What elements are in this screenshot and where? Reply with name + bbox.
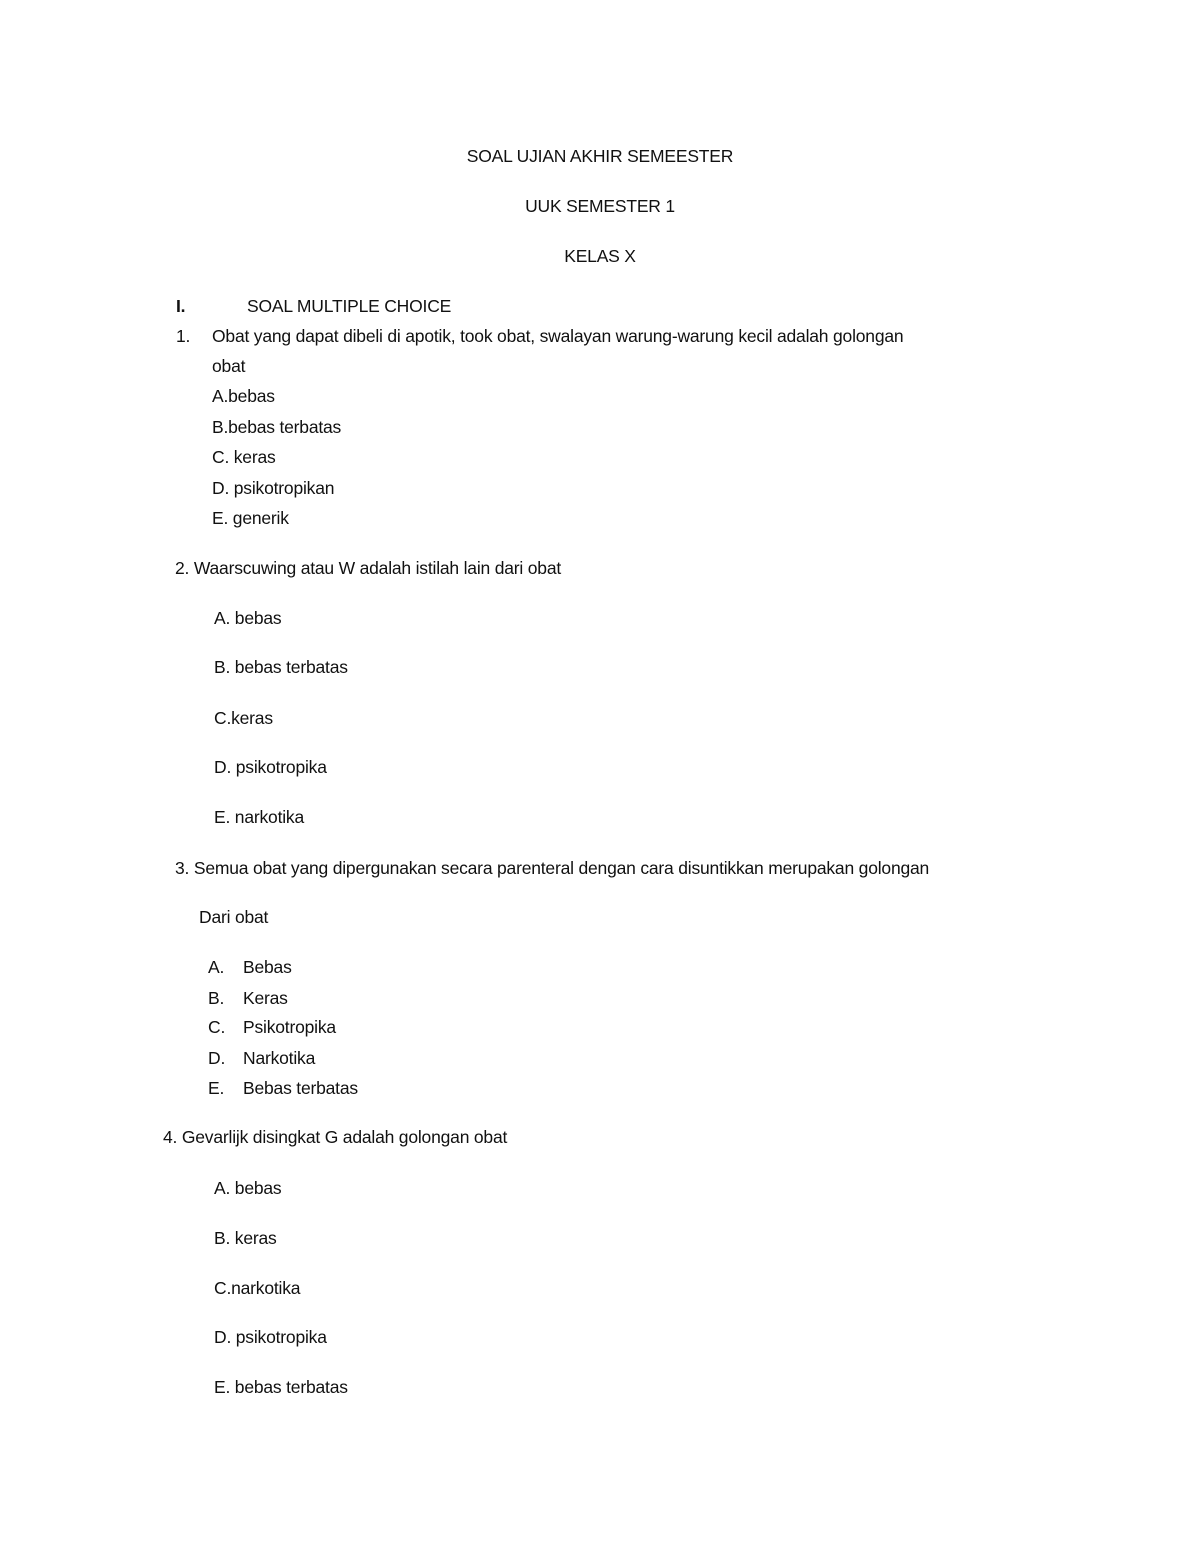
option-e-label: Bebas terbatas xyxy=(243,1078,358,1098)
option-c: C.keras xyxy=(214,708,273,728)
option-b-letter: B. xyxy=(208,988,225,1008)
document-title: SOAL UJIAN AKHIR SEMEESTER xyxy=(466,146,734,166)
option-b: B. bebas terbatas xyxy=(214,657,348,677)
question-text: 2. Waarscuwing atau W adalah istilah lain dari obat xyxy=(175,558,562,578)
document-class: KELAS X xyxy=(564,246,636,266)
section-number: I. xyxy=(176,296,186,316)
option-c-letter: C. xyxy=(208,1017,226,1037)
option-d: D. psikotropikan xyxy=(212,478,335,498)
option-e: E. generik xyxy=(212,508,289,528)
option-a: A.bebas xyxy=(212,386,275,406)
question-text: Obat yang dapat dibeli di apotik, took obat, swalayan warung-warung kecil adalah golongan xyxy=(212,326,904,346)
question-number: 1. xyxy=(176,326,191,346)
option-c-label: Psikotropika xyxy=(243,1017,336,1037)
section-title: SOAL MULTIPLE CHOICE xyxy=(247,296,452,316)
question-text-continued: obat xyxy=(212,356,246,376)
option-a-label: Bebas xyxy=(243,957,292,977)
question-text: 3. Semua obat yang dipergunakan secara parenteral dengan cara disuntikkan merupakan golongan xyxy=(175,858,930,878)
option-b: B. keras xyxy=(214,1228,277,1248)
option-a: A. bebas xyxy=(214,1178,282,1198)
option-a-letter: A. xyxy=(208,957,225,977)
option-e-letter: E. xyxy=(208,1078,225,1098)
option-a: A. bebas xyxy=(214,608,282,628)
option-c: C. keras xyxy=(212,447,276,467)
option-d: D. psikotropika xyxy=(214,1327,327,1347)
option-e: E. bebas terbatas xyxy=(214,1377,348,1397)
option-b-label: Keras xyxy=(243,988,288,1008)
document-subtitle: UUK SEMESTER 1 xyxy=(525,196,675,216)
option-c: C.narkotika xyxy=(214,1278,301,1298)
option-d-label: Narkotika xyxy=(243,1048,316,1068)
option-b: B.bebas terbatas xyxy=(212,417,342,437)
option-d-letter: D. xyxy=(208,1048,226,1068)
question-text-continued: Dari obat xyxy=(199,907,269,927)
question-text: 4. Gevarlijk disingkat G adalah golongan obat xyxy=(163,1127,508,1147)
option-e: E. narkotika xyxy=(214,807,305,827)
option-d: D. psikotropika xyxy=(214,757,327,777)
